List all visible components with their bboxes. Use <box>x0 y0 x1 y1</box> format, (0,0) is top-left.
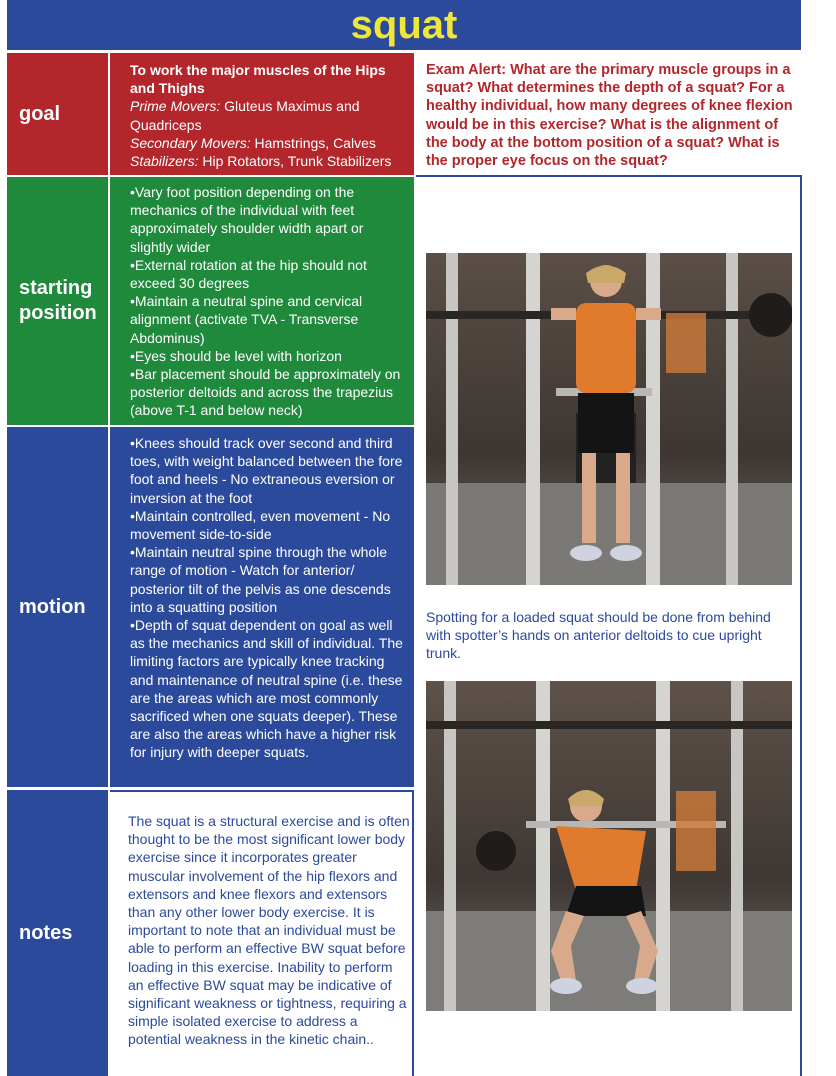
notes-label-text: notes <box>19 921 73 944</box>
goal-prime-movers <box>130 97 408 133</box>
goal-secondary-movers <box>130 134 408 152</box>
secondary-movers-label: Secondary Movers: <box>130 134 251 151</box>
prime-movers-value: Gluteus Maximus and Quadriceps <box>130 98 360 133</box>
motion-cell <box>110 427 414 787</box>
motion-item: •Knees should track over second and third toes, with weight balanced between the fore foot and heels - No extraneous eversion or inversion at the foot <box>130 435 403 506</box>
goal-label <box>7 53 108 175</box>
page-title: squat <box>350 3 458 47</box>
stabilizers-label: Stabilizers: <box>130 153 199 170</box>
exam-alert-divider <box>416 175 802 177</box>
starting-item: •Bar placement should be approximately on posterior deltoids and across the trapezius (above T-1 and below neck) <box>130 366 401 419</box>
goal-heading: To work the major muscles of the Hips and Thighs <box>130 62 386 97</box>
bottom-photo <box>426 681 792 1011</box>
stabilizers-value: Hip Rotators, Trunk Stabilizers <box>198 153 392 170</box>
starting-position-cell <box>110 177 414 425</box>
goal-stabilizers <box>130 152 408 170</box>
secondary-movers-value: Hamstrings, Calves <box>250 134 376 151</box>
starting-item: •Vary foot position depending on the mechanics of the individual with feet approximately shoulder width apart or slightly wider <box>130 184 364 255</box>
starting-label-line1: starting <box>19 277 93 299</box>
notes-text: The squat is a structural exercise and is often thought to be the most significant lower body exercise since it incorporates greater muscular involvement of the hip flexors and extensors and knee flexors and extensors than any other lower body exercise. It is important to note that an individual must be able to perform an effective BW squat before loading in this exercise. Inability to perform an effective BW squat may be indicative of significant weakness or tightness, requiring a simple isolated exercise to address a potential weakness in the kinetic chain.. <box>128 813 410 1048</box>
goal-cell <box>110 53 414 175</box>
starting-item: •Maintain a neutral spine and cervical alignment (activate TVA - Transverse Abdominus) <box>130 293 363 346</box>
deep-squat-illustration <box>426 681 792 1011</box>
starting-item: •External rotation at the hip should not exceed 30 degrees <box>130 256 367 292</box>
notes-label <box>7 790 108 1076</box>
motion-item: •Maintain controlled, even movement - No movement side-to-side <box>130 507 391 543</box>
starting-position-label <box>7 177 108 425</box>
starting-label-line2: position <box>19 302 97 324</box>
starting-item: •Eyes should be level with horizon <box>130 347 342 364</box>
motion-label-text: motion <box>19 595 86 618</box>
motion-label <box>7 427 108 787</box>
photo-caption: Spotting for a loaded squat should be done from behind with spotter’s hands on anterior deltoids to cue upright trunk. <box>426 609 771 662</box>
right-border <box>800 175 802 1076</box>
starting-position-label-text <box>19 276 97 326</box>
standing-squat-illustration <box>426 253 792 585</box>
motion-item: •Maintain neutral spine through the whole range of motion - Watch for anterior/ posterior tilt of the pelvis as one descends into a squatting position <box>130 544 391 615</box>
goal-label-text: goal <box>19 102 61 125</box>
exam-alert: Exam Alert: What are the primary muscle groups in a squat? What determines the depth of a squat? For a healthy individual, how many degrees of knee flexion would be in this exercise? What is the alignment of the body at the bottom position of a squat? What is the proper eye focus on the squat? <box>426 62 793 170</box>
motion-item: •Depth of squat dependent on goal as well as the mechanics and skill of individual. The limiting factors are typically knee tracking and maintenance of neutral spine (i.e. these are the areas which are most commonly sacrificed when one squats deeper). These are also the areas which have a higher risk for injury with deeper squats. <box>130 617 403 761</box>
prime-movers-label: Prime Movers: <box>130 98 221 115</box>
top-photo <box>426 253 792 585</box>
